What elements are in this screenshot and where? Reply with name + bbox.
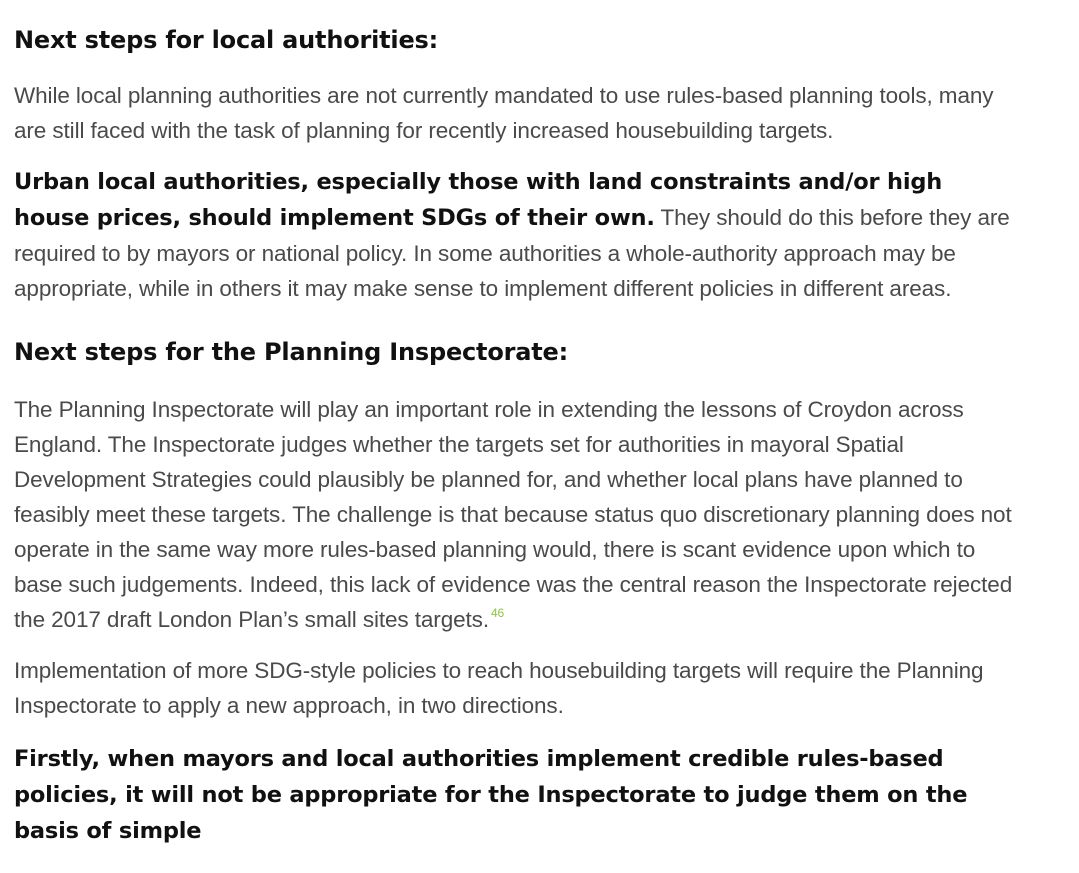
paragraph-inspectorate-role: [14, 392, 1014, 637]
paragraph-inspectorate-role-text: The Planning Inspectorate will play an important role in extending the lessons of Croydon across England. The Inspectorate judges whether the targets set for authorities in mayoral Spatial Development Strategies could plausibly be planned for, and whether local plans have planned to feasibly meet these targets. The challenge is that because status quo discretionary planning does not operate in the same way more rules-based planning would, there is scant evidence upon which to base such judgements. Indeed, this lack of evidence was the central reason the Inspectorate rejected the 2017 draft London Plan’s small sites targets.: [14, 397, 1013, 632]
paragraph-local-mandate: While local planning authorities are not currently mandated to use rules-based planning tools, many are still faced with the task of planning for recently increased housebuilding targets.: [14, 83, 994, 143]
section-heading-local-authorities: Next steps for local authorities:: [14, 26, 439, 54]
paragraph-firstly-bold: Firstly, when mayors and local authorities implement credible rules-based policies, it will not be appropriate for the Inspectorate to judge them on the basis of simple: [14, 746, 968, 844]
section-heading-planning-inspectorate: Next steps for the Planning Inspectorate:: [14, 338, 568, 366]
footnote-link[interactable]: 46: [490, 606, 505, 620]
document-page: [14, 22, 1014, 849]
paragraph-firstly: [14, 741, 1014, 849]
paragraph-urban-authorities-rest: They should do this before they are required to by mayors or national policy. In some authorities a whole-authority approach may be appropriate, while in others it may make sense to implement different policies in different areas.: [14, 205, 1010, 301]
paragraph-urban-authorities: [14, 164, 1014, 306]
paragraph-new-approach: Implementation of more SDG-style policies to reach housebuilding targets will require the Planning Inspectorate to apply a new approach, in two directions.: [14, 658, 984, 718]
paragraph-urban-authorities-bold: Urban local authorities, especially those with land constraints and/or high house prices, should implement SDGs of their own.: [14, 169, 943, 231]
